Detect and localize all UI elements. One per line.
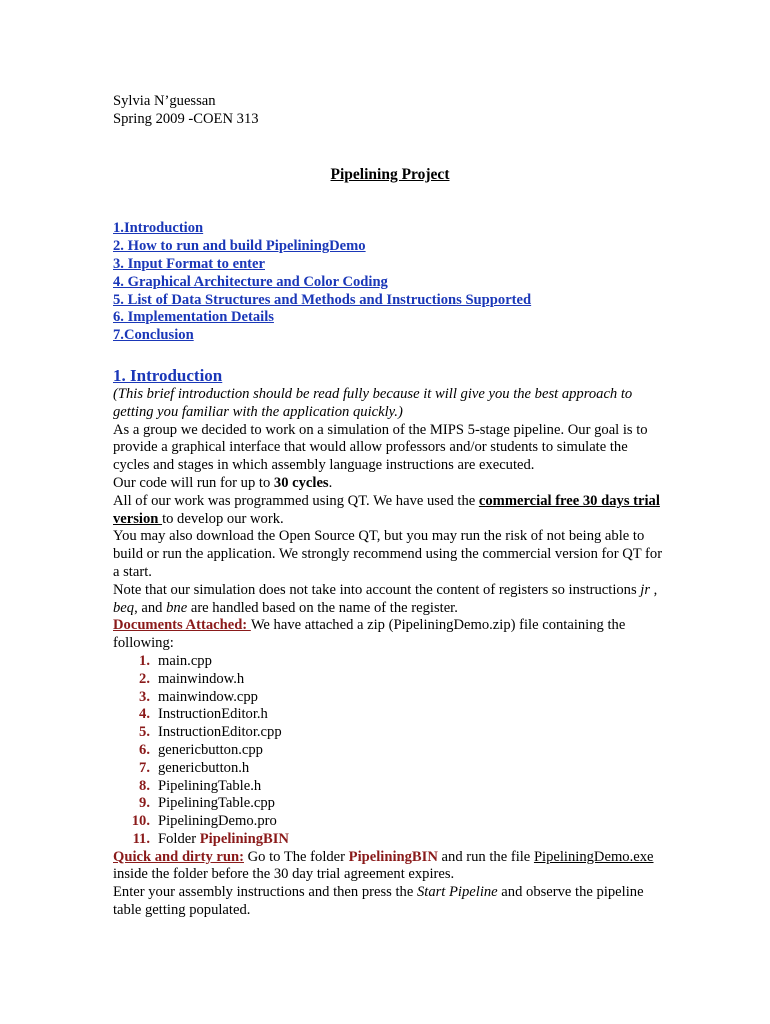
text-run: inside the folder before the 30 day trial agreement expires. bbox=[113, 866, 455, 883]
final-paragraph bbox=[113, 884, 663, 920]
list-item bbox=[113, 671, 663, 689]
start-pipeline-term: Start Pipeline bbox=[416, 884, 498, 901]
text-run: Our code will run for up to bbox=[113, 474, 274, 491]
text-run: All of our work was programmed using QT. We have used the bbox=[113, 492, 479, 509]
folder-name: PipeliningBIN bbox=[199, 830, 289, 847]
folder-name: PipeliningBIN bbox=[348, 848, 438, 865]
text-run: Folder bbox=[158, 830, 200, 847]
list-item bbox=[113, 742, 663, 760]
author-name: Sylvia N’guessan bbox=[113, 93, 216, 109]
toc-link-data-structures[interactable]: 5. List of Data Structures and Methods and Instructions Supported bbox=[113, 291, 532, 308]
toc-link-introduction[interactable]: 1.Introduction bbox=[113, 220, 204, 237]
intro-paragraph: As a group we decided to work on a simulation of the MIPS 5-stage pipeline. Our goal is to provide a graphical interface that would allow professors and/or students to simulate the cycles and stages in which assembly language instructions are executed. bbox=[113, 421, 648, 474]
toc-link-how-to-run[interactable]: 2. How to run and build PipeliningDemo bbox=[113, 238, 366, 255]
course-info: Spring 2009 -COEN 313 bbox=[113, 110, 259, 127]
table-of-contents bbox=[113, 220, 663, 345]
list-number: 5. bbox=[139, 724, 150, 741]
text-run: We have attached a zip (PipeliningDemo.zip) file containing the following: bbox=[113, 617, 626, 652]
intro-note: (This brief introduction should be read fully because it will give you the best approach to getting you familiar with the application quickly.) bbox=[113, 385, 633, 420]
list-item bbox=[113, 760, 663, 778]
section-heading-introduction: 1. Introduction bbox=[113, 365, 223, 385]
list-number: 6. bbox=[139, 741, 150, 758]
file-name: PipeliningDemo.pro bbox=[158, 813, 277, 830]
text-run: Enter your assembly instructions and then press the bbox=[113, 884, 417, 901]
trial-version-emphasis: commercial free 30 days trial version bbox=[113, 492, 660, 527]
list-number: 10. bbox=[131, 813, 150, 830]
list-number: 4. bbox=[139, 706, 150, 723]
file-name: main.cpp bbox=[158, 652, 212, 669]
cycles-paragraph bbox=[113, 475, 663, 493]
list-number: 8. bbox=[139, 777, 150, 794]
text-run: , and bbox=[134, 599, 167, 616]
registers-note-paragraph bbox=[113, 582, 663, 618]
file-name: mainwindow.cpp bbox=[158, 688, 258, 705]
quick-run-paragraph bbox=[113, 849, 663, 885]
list-item bbox=[113, 724, 663, 742]
text-run: and observe the pipeline table getting populated. bbox=[113, 884, 644, 919]
list-number: 9. bbox=[139, 795, 150, 812]
text-run: are handled based on the name of the register. bbox=[187, 599, 458, 616]
list-number: 1. bbox=[139, 652, 150, 669]
list-item bbox=[113, 706, 663, 724]
list-number: 2. bbox=[139, 670, 150, 687]
list-item bbox=[113, 778, 663, 796]
toc-link-graphical-architecture[interactable]: 4. Graphical Architecture and Color Coding bbox=[113, 273, 388, 290]
list-number: 11. bbox=[132, 830, 150, 847]
instr-bne: bne bbox=[166, 599, 188, 616]
exe-file-name: PipeliningDemo.exe bbox=[533, 848, 654, 865]
open-source-paragraph: You may also download the Open Source QT, but you may run the risk of not being able to build or run the application. We strongly recommend using the commercial version for QT for a start. bbox=[113, 528, 663, 580]
instr-jr: jr bbox=[640, 581, 651, 598]
list-item bbox=[113, 689, 663, 707]
documents-attached-paragraph bbox=[113, 617, 663, 653]
list-item bbox=[113, 795, 663, 813]
file-name: InstructionEditor.h bbox=[158, 706, 268, 723]
list-item bbox=[113, 653, 663, 671]
toc-link-conclusion[interactable]: 7.Conclusion bbox=[113, 327, 194, 344]
instr-beq: beq bbox=[113, 599, 135, 616]
qt-paragraph bbox=[113, 493, 663, 529]
file-name: genericbutton.h bbox=[158, 759, 250, 776]
list-number: 3. bbox=[139, 688, 150, 705]
list-item bbox=[113, 831, 663, 849]
file-name: PipeliningTable.h bbox=[158, 777, 262, 794]
file-name: mainwindow.h bbox=[158, 670, 245, 687]
file-name: PipeliningTable.cpp bbox=[158, 795, 275, 812]
file-name: genericbutton.cpp bbox=[158, 741, 263, 758]
toc-link-input-format[interactable]: 3. Input Format to enter bbox=[113, 255, 265, 272]
document-page bbox=[113, 93, 663, 920]
text-run: . bbox=[328, 474, 333, 491]
toc-link-implementation[interactable]: 6. Implementation Details bbox=[113, 309, 274, 326]
attached-files-list bbox=[113, 653, 663, 849]
author-block bbox=[113, 93, 663, 129]
text-run: , bbox=[650, 581, 658, 598]
text-run: Note that our simulation does not take into account the content of registers so instructions bbox=[113, 581, 641, 598]
document-title: Pipelining Project bbox=[330, 165, 450, 183]
documents-attached-label: Documents Attached: bbox=[113, 617, 251, 634]
file-name: InstructionEditor.cpp bbox=[158, 724, 282, 741]
text-run: Go to The folder bbox=[243, 848, 349, 865]
cycles-count: 30 cycles bbox=[273, 474, 329, 491]
text-run: to develop our work. bbox=[162, 510, 284, 527]
quick-run-label: Quick and dirty run: bbox=[113, 848, 244, 865]
list-number: 7. bbox=[139, 759, 150, 776]
list-item bbox=[113, 813, 663, 831]
text-run: and run the file bbox=[437, 848, 534, 865]
